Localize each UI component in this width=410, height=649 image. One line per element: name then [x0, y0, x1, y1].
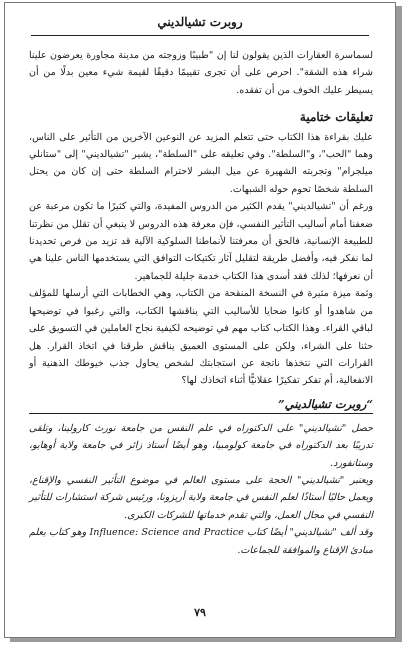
- book-title-latin: Influence: Science and Practice: [89, 527, 244, 539]
- header-rule: [31, 35, 369, 36]
- page-body: [29, 47, 373, 601]
- running-head: روبرت تشيالديني: [157, 15, 243, 29]
- conclusion-paragraph-1: عليك بقراءة هذا الكتاب حتى تتعلم المزيد عن النوعين الآخرين من التأثير على الناس، وهما "الحب"، و"السلطة". وفي تعليقه على "السلطة"، يشير "تشيالديني" إلى "ستانلي ميلجرام" وتجربته الشهيرة عن ميل البشر لاحترام السلطة حتى إن كان من يحتل السلطة شخصًا تحوم حوله الشبهات.: [29, 131, 373, 195]
- author-section-header: [29, 396, 373, 418]
- conclusion-heading: تعليقات ختامية: [299, 110, 373, 125]
- intro-paragraph: لسماسرة العقارات الذين يقولون لنا إن "طبيبًا وزوجته من مدينة مجاورة يعرضون علينا شراء هذه الشقة". احرص على أن تجرى تقييمًا دقيقًا لقيمة شيء معين بدلًا من أن يسيطر عليك الخوف من أن تفقده.: [29, 50, 373, 96]
- author-bio-paragraph-3: [29, 524, 373, 559]
- page-number: ٧٩: [194, 606, 206, 619]
- author-bio-paragraph-1: حصل "تشيالديني" على الدكتوراه في علم النفس من جامعة نورث كارولينا، وتلقى تدريبًا بعد الدكتوراه في جامعة كولومبيا، وهو أيضًا أستاذ زائر في جامعة ولاية أوهايو، وستانفورد.: [29, 422, 373, 469]
- author-bio: [29, 420, 373, 559]
- author-heading: “ روبرت تشيالديني ”: [278, 396, 373, 413]
- author-bio-paragraph-2: ويعتبر "تشيالديني" الحجة على مستوى العالم في موضوع التأثير النفسي والإقناع، ويعمل حاليًا أستاذًا لعلم النفس في جامعة ولاية أريزونا، ورئيس شركة استشارات للتأثير النفسي في مجال العمل، والتي تقدم خدماتها للشركات الكبرى.: [29, 474, 373, 521]
- author-books-suffix: وهو كتاب يعلم مبادئ الإقناع والموافقة للجماعات.: [29, 527, 373, 556]
- author-books-prefix: وقد ألف "تشيالديني" أيضًا كتاب: [247, 527, 373, 539]
- conclusion-paragraph-2: ورغم أن "تشيالديني" يقدم الكثير من الدروس المفيدة، والتي كثيرًا ما تكون مرعبة عن ضعفنا أمام أساليب التأثير النفسي، فإن معرفة هذه الدروس لا ينبغي أن تقلل من نظرتنا للطبيعة الإنسانية، فالحق أن معرفتنا لأنماطنا السلوكية الآلية قد تزيد من فرص تحديدنا لما نفكر فيه، وأفضل طريقة لتقليل آثار تكتيكات التوافق التي يستخدمها الناس علينا هي أن نعرفها؛ لذلك فقد أسدى هذا الكتاب خدمة جليلة للجماهير.: [29, 201, 373, 282]
- book-page: [4, 2, 396, 638]
- conclusion-paragraph-3: وثمة ميزة مثيرة في النسخة المنقحة من الكتاب، وهي الخطابات التي أرسلها للمؤلف من شاهدوا أو كانوا ضحايا للأساليب التي يناقشها الكتاب، والتي رغبوا في توضيحها لباقي القراء. وهذا الكتاب كتاب مهم في توضيحه لكيفية نجاح العاملين في التسويق على حثنا على الشراء، ولكن على المستوى العميق يناقش طرقنا في اتخاذ القرار. هل القرارات التي نتخذها ناتجة عن استجابتك لشخص يحاول جذب خيوطك الذهنية أو الانفعالية، أم تفكر تفكيرًا عقلانيًّا أثناء اتخاذك لها؟: [29, 288, 373, 387]
- author-divider: [29, 413, 373, 414]
